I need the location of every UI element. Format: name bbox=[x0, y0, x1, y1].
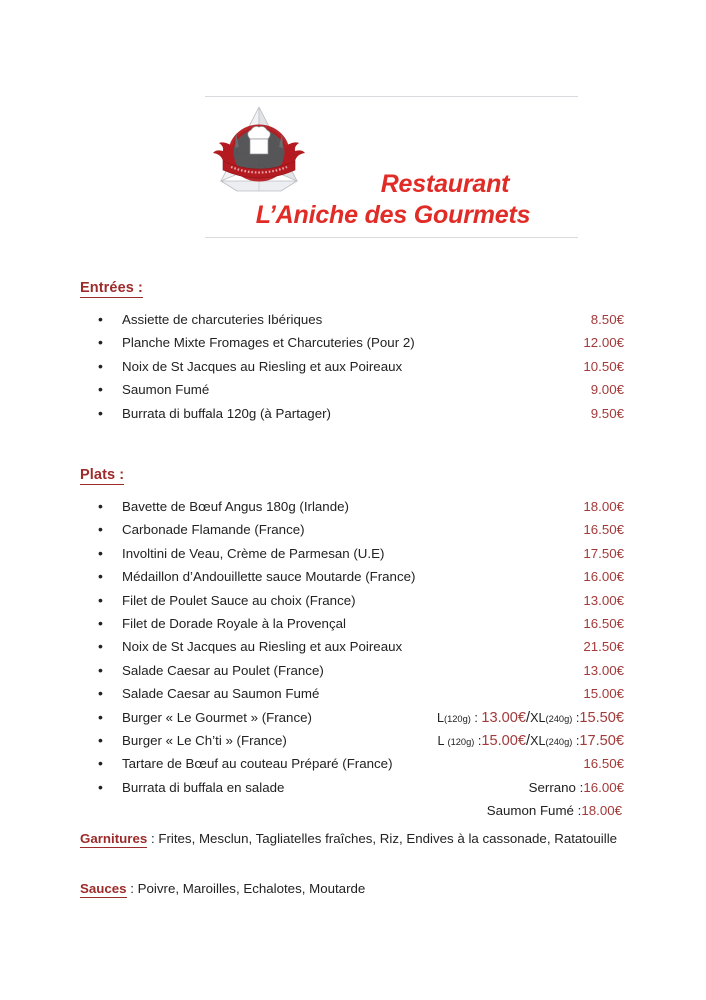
section-heading-entrees bbox=[80, 280, 143, 296]
menu-item-row bbox=[98, 756, 624, 779]
menu-item-row bbox=[98, 406, 624, 429]
menu-item-name: Burrata di buffala 120g (à Partager) bbox=[122, 405, 331, 421]
menu-item-price: 13.00€ bbox=[583, 592, 624, 608]
menu-item-name: Bavette de Bœuf Angus 180g (Irlande) bbox=[122, 499, 349, 514]
menu-item-name: Noix de St Jacques au Riesling et aux Poireaux bbox=[122, 358, 403, 374]
bullet-icon bbox=[98, 639, 122, 653]
bullet-icon bbox=[98, 499, 122, 513]
variant-label-serrano: Serrano : bbox=[528, 779, 584, 795]
menu-item-price-variant bbox=[529, 780, 624, 795]
menu-item-name: Burger « Le Gourmet » (France) bbox=[122, 709, 312, 725]
menu-item-price-sizes bbox=[437, 710, 624, 726]
header-body bbox=[205, 97, 578, 237]
menu-item-row bbox=[98, 733, 624, 756]
menu-item-row bbox=[98, 686, 624, 709]
size-weight-l: (120g) bbox=[444, 713, 471, 724]
size-label-l: L bbox=[437, 733, 448, 748]
menu-item-name: Médaillon d’Andouillette sauce Moutarde (France) bbox=[122, 569, 416, 585]
section-heading-plats bbox=[80, 467, 124, 483]
menu-item-row bbox=[98, 663, 624, 686]
menu-item-price: 15.00€ bbox=[583, 686, 624, 702]
menu-item-price: 13.00€ bbox=[583, 662, 624, 678]
menu-item-price: 8.50€ bbox=[590, 312, 624, 327]
menu-item-name: Involtini de Veau, Crème de Parmesan (U.E) bbox=[122, 545, 385, 561]
menu-item-price: 16.50€ bbox=[583, 522, 624, 538]
size-label-xl: XL bbox=[530, 710, 546, 725]
menu-item-price: 21.50€ bbox=[583, 639, 624, 655]
menu-item-row bbox=[98, 335, 624, 358]
menu-item-name: Carbonade Flamande (France) bbox=[122, 522, 305, 538]
title-line-name: L’Aniche des Gourmets bbox=[255, 201, 531, 229]
header-bottom-rule bbox=[205, 237, 578, 238]
menu-item-row bbox=[98, 593, 624, 616]
variant-price-serrano: 16.00€ bbox=[583, 779, 624, 795]
menu-item-row bbox=[98, 312, 624, 335]
menu-item-name: Filet de Poulet Sauce au choix (France) bbox=[122, 592, 356, 608]
size-price-xl: 17.50€ bbox=[579, 732, 624, 749]
size-separator-xl: : bbox=[572, 733, 580, 748]
size-separator-xl: : bbox=[572, 710, 580, 725]
size-separator-l: : bbox=[470, 710, 482, 725]
menu-item-price: 16.50€ bbox=[583, 756, 624, 772]
bullet-icon bbox=[98, 686, 122, 700]
menu-item-price: 18.00€ bbox=[583, 499, 624, 514]
size-price-xl: 15.50€ bbox=[579, 709, 624, 726]
menu-item-name: Salade Caesar au Saumon Fumé bbox=[122, 686, 320, 702]
menu-item-name: Burrata di buffala en salade bbox=[122, 779, 285, 795]
bullet-icon bbox=[98, 710, 122, 724]
menu-item-row bbox=[98, 710, 624, 733]
bullet-icon bbox=[98, 359, 122, 373]
menu-item-row bbox=[98, 639, 624, 662]
variant-price-saumon-fume: 18.00€ bbox=[581, 803, 622, 819]
bullet-icon bbox=[98, 406, 122, 420]
title-line-restaurant: Restaurant bbox=[380, 170, 510, 198]
menu-item-name: Assiette de charcuteries Ibériques bbox=[122, 312, 323, 327]
bullet-icon bbox=[98, 522, 122, 536]
size-weight-xl: (240g) bbox=[545, 736, 573, 747]
menu-item-row bbox=[98, 616, 624, 639]
bullet-icon bbox=[98, 733, 122, 747]
size-price-l: 15.00€ bbox=[481, 732, 527, 749]
bullet-icon bbox=[98, 756, 122, 770]
menu-list-plats bbox=[98, 499, 624, 826]
bullet-icon bbox=[98, 593, 122, 607]
bullet-icon bbox=[98, 546, 122, 560]
bullet-icon bbox=[98, 663, 122, 677]
menu-item-name: Salade Caesar au Poulet (France) bbox=[122, 662, 324, 678]
menu-item-price: 16.00€ bbox=[583, 569, 624, 585]
restaurant-title bbox=[255, 169, 579, 229]
bullet-icon bbox=[98, 569, 122, 583]
menu-item-row bbox=[98, 780, 624, 803]
note-sauces bbox=[80, 879, 620, 899]
menu-item-price: 12.00€ bbox=[583, 335, 624, 351]
restaurant-pyramid-logo bbox=[205, 103, 313, 199]
menu-item-name: Burger « Le Ch’ti » (France) bbox=[122, 732, 287, 748]
menu-item-row bbox=[98, 569, 624, 592]
size-divider: / bbox=[526, 732, 531, 749]
menu-header bbox=[205, 96, 578, 238]
menu-item-row bbox=[98, 382, 624, 405]
size-weight-l: (120g) bbox=[447, 736, 475, 747]
menu-item-price-sizes bbox=[437, 733, 624, 749]
menu-item-row bbox=[98, 359, 624, 382]
size-label-xl: XL bbox=[530, 733, 546, 748]
size-weight-xl: (240g) bbox=[545, 713, 573, 724]
variant-label-saumon-fume: Saumon Fumé : bbox=[486, 803, 582, 819]
bullet-icon bbox=[98, 780, 122, 794]
note-sauces-text: : Poivre, Maroilles, Echalotes, Moutarde bbox=[126, 881, 366, 896]
bullet-icon bbox=[98, 382, 122, 396]
menu-item-price: 9.50€ bbox=[590, 405, 624, 421]
menu-item-name: Tartare de Bœuf au couteau Préparé (France) bbox=[122, 756, 393, 772]
menu-item-row bbox=[98, 546, 624, 569]
size-price-l: 13.00€ bbox=[481, 709, 527, 726]
bullet-icon bbox=[98, 312, 122, 326]
menu-item-price: 10.50€ bbox=[583, 358, 624, 374]
size-separator-l: : bbox=[474, 733, 482, 748]
menu-item-price: 16.50€ bbox=[583, 615, 624, 631]
menu-item-price: 17.50€ bbox=[583, 545, 624, 561]
bullet-icon bbox=[98, 335, 122, 349]
size-divider: / bbox=[526, 709, 531, 726]
note-sauces-label: Sauces bbox=[80, 881, 127, 896]
section-heading-entrees-label: Entrées : bbox=[80, 280, 143, 296]
menu-item-price: 9.00€ bbox=[590, 382, 624, 398]
bullet-icon bbox=[98, 616, 122, 630]
size-label-l: L bbox=[436, 710, 444, 725]
menu-item-extra-row bbox=[98, 803, 624, 826]
menu-item-row bbox=[98, 499, 624, 522]
note-garnitures-text: : Frites, Mesclun, Tagliatelles fraîches, Riz, Endives à la cassonade, Ratatouille bbox=[147, 831, 618, 846]
section-heading-plats-label: Plats : bbox=[80, 467, 125, 483]
note-garnitures-label: Garnitures bbox=[80, 831, 148, 846]
menu-item-name: Saumon Fumé bbox=[122, 382, 210, 398]
menu-item-name: Noix de St Jacques au Riesling et aux Poireaux bbox=[122, 639, 403, 655]
menu-item-name: Planche Mixte Fromages et Charcuteries (Pour 2) bbox=[122, 335, 415, 351]
note-garnitures bbox=[80, 829, 620, 849]
menu-item-name: Filet de Dorade Royale à la Provençal bbox=[122, 615, 346, 631]
menu-item-row bbox=[98, 522, 624, 545]
menu-list-entrees bbox=[98, 312, 624, 429]
